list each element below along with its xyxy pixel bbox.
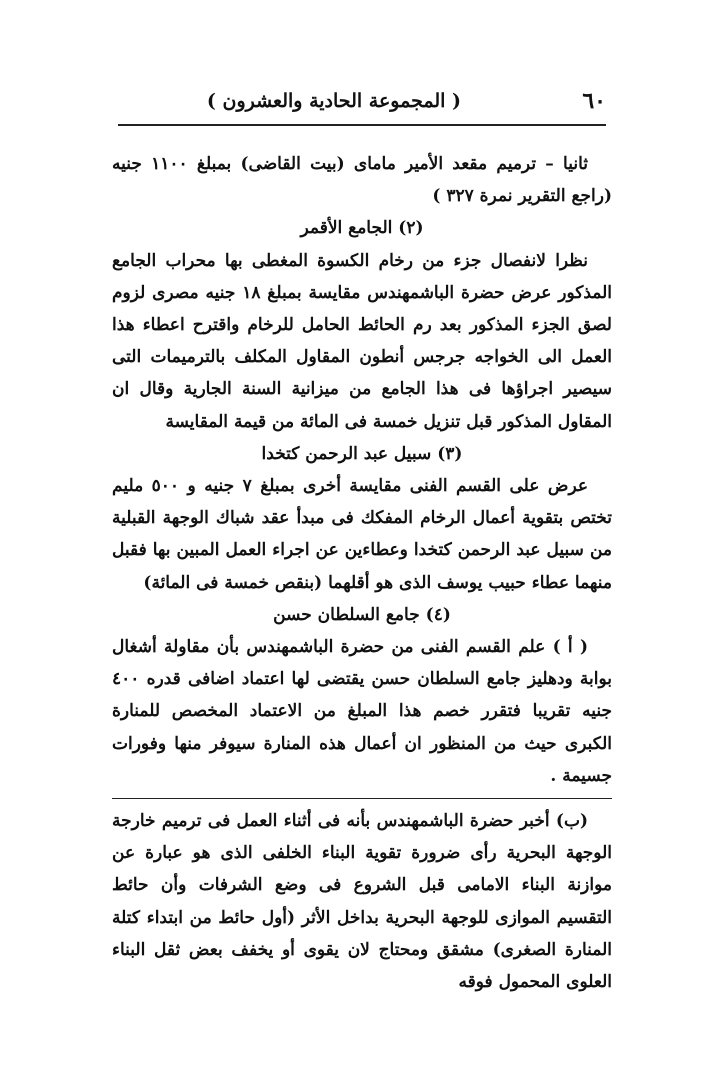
heading-aqmar-mosque: (٢) الجامع الأقمر <box>300 218 424 239</box>
section-divider <box>112 798 612 799</box>
page-number: ٦٠ <box>582 88 606 114</box>
heading-sultan-hasan-mosque: (٤) جامع السلطان حسن <box>273 604 451 625</box>
paragraph-sultan-hasan-a: ( أ ) علم القسم الفنى من حضرة الباشمهندس بأن مقاولة أشغال بوابة ودهليز جامع السلطان حسن يقتضى لها اعتماد اضافى قدره ٤٠٠ جنيه تقريبا فتقرر خصم هذا المبلغ من الاعتماد المخصص للمنارة الكبرى حيث من المنظور ان أعمال هذه المنارة سيوفر منها وفورات جسيمة . <box>112 637 612 786</box>
paragraph-sabil-katkhuda: عرض على القسم الفنى مقايسة أخرى بمبلغ ٧ جنيه و ٥٠٠ مليم تختص بتقوية أعمال الرخام المفكك فى مبدأ عقد شباك الوجهة القبلية من سبيل عبد الرحمن كتخدا وعطاءين عن اجراء العمل المبين بها فقبل منهما عطاء حبيب يوسف الذى هو أقلهما (بنقص خمسة فى المائة) <box>112 476 612 593</box>
paragraph-aqmar-mosque: نظرا لانفصال جزء من رخام الكسوة المغطى بها محراب الجامع المذكور عرض حضرة الباشمهندس مقايسة بمبلغ ١٨ جنيه مصرى لزوم لصق الجزء المذكور بعد رم الحائط الحامل للرخام واقترح اعطاء هذا العمل الى الخواجه جرجس أنطون المقاول المكلف بالترميمات التى سيصير اجراؤها فى هذا الجامع من ميزانية السنة الجارية وقال ان المقاول المذكور قبل تنزيل خمسة فى المائة من قيمة المقايسة <box>112 250 612 432</box>
heading-sabil-katkhuda: (٣) سبيل عبد الرحمن كتخدا <box>261 443 463 464</box>
paragraph-mamay-restoration: ثانيا – ترميم مقعد الأمير ماماى (بيت القاضى) بمبلغ ١١٠٠ جنيه (راجع التقرير نمرة ٣٢٧ ) <box>112 154 612 207</box>
running-title: ( المجموعة الحادية والعشرون ) <box>206 90 461 112</box>
header-rule <box>118 124 606 126</box>
page-header <box>118 88 606 118</box>
body-text <box>112 148 612 998</box>
paragraph-sultan-hasan-b: (ب) أخبر حضرة الباشمهندس بأنه فى أثناء العمل فى ترميم خارجة الوجهة البحرية رأى ضرورة تقوية البناء الخلفى الذى هو عبارة عن موازنة البناء الامامى قبل الشروع فى وضع الشرفات وأن حائط التقسيم الموازى للوجهة البحرية بداخل الأثر (أول حائط من ابتداء كتلة المنارة الصغرى) مشقق ومحتاج لان يقوى أو يخفف بعض ثقل البناء العلوى المحمول فوقه <box>112 811 612 993</box>
